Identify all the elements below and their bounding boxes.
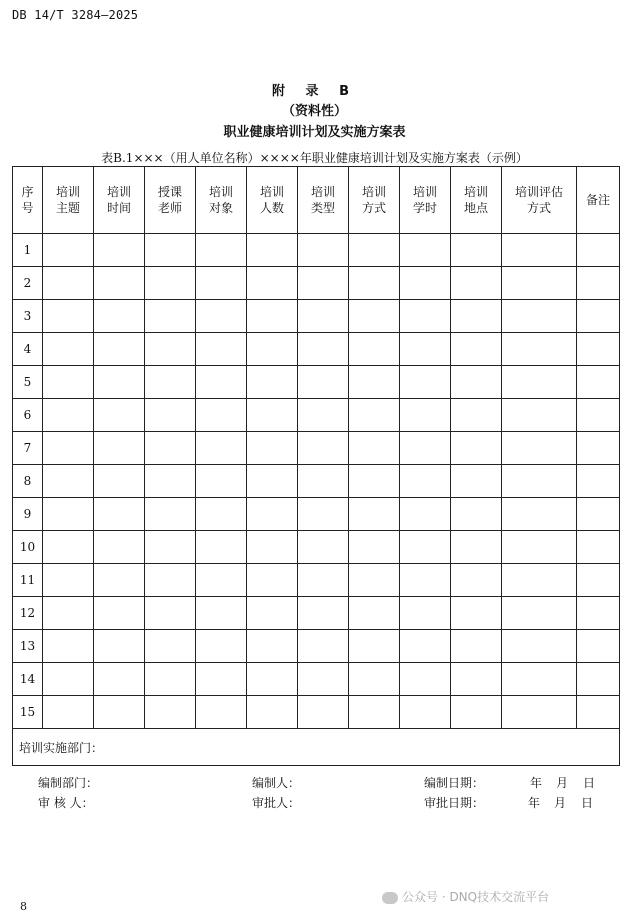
table-cell: [349, 465, 400, 498]
table-cell: [247, 498, 298, 531]
table-cell: [43, 234, 94, 267]
table-cell: [145, 663, 196, 696]
table-cell: [145, 234, 196, 267]
table-cell: [247, 432, 298, 465]
table-cell: [196, 267, 247, 300]
table-cell: [94, 696, 145, 729]
table-cell: [145, 399, 196, 432]
table-cell: [247, 564, 298, 597]
column-header: [145, 167, 196, 234]
table-cell: [502, 432, 577, 465]
table-cell: [196, 531, 247, 564]
table-cell: [247, 597, 298, 630]
table-cell: [577, 564, 620, 597]
column-header: [349, 167, 400, 234]
table-cell: [247, 333, 298, 366]
table-cell: [451, 597, 502, 630]
table-cell: [196, 498, 247, 531]
column-header: [43, 167, 94, 234]
table-cell: [145, 564, 196, 597]
table-cell: [298, 498, 349, 531]
table-cell: [94, 300, 145, 333]
table-row: [13, 432, 620, 465]
column-header-line: 类型: [310, 201, 335, 215]
table-cell: [94, 333, 145, 366]
column-header-line: 培训: [310, 185, 335, 199]
table-cell: [577, 465, 620, 498]
table-cell: [298, 531, 349, 564]
column-header-line: 培训: [463, 185, 488, 199]
table-cell: [145, 267, 196, 300]
table-row: [13, 465, 620, 498]
table-cell: [451, 333, 502, 366]
table-cell: [43, 465, 94, 498]
watermark-text: 公众号 · DNQ技术交流平台: [402, 890, 550, 904]
column-header: [298, 167, 349, 234]
table-cell: [196, 663, 247, 696]
row-number: 9: [13, 498, 43, 531]
table-cell: [145, 531, 196, 564]
table-cell: [94, 267, 145, 300]
training-dept-label: 培训实施部门：: [13, 729, 620, 766]
row-number: 7: [13, 432, 43, 465]
table-caption: 表B.1×××（用人单位名称）××××年职业健康培训计划及实施方案表（示例）: [101, 151, 528, 165]
table-cell: [451, 366, 502, 399]
table-cell: [145, 696, 196, 729]
table-cell: [145, 300, 196, 333]
column-header-line: 对象: [208, 201, 233, 215]
row-number: 1: [13, 234, 43, 267]
prepare-year: 年: [530, 776, 543, 790]
table-cell: [400, 267, 451, 300]
table-cell: [349, 399, 400, 432]
prepare-date-label: 编制日期：: [424, 776, 485, 790]
table-row: [13, 267, 620, 300]
column-header: [13, 167, 43, 234]
table-cell: [94, 234, 145, 267]
row-number: 11: [13, 564, 43, 597]
table-cell: [577, 630, 620, 663]
column-header-line: 培训: [361, 185, 386, 199]
row-number: 15: [13, 696, 43, 729]
table-cell: [43, 597, 94, 630]
table-cell: [247, 366, 298, 399]
row-number: 10: [13, 531, 43, 564]
table-cell: [502, 300, 577, 333]
table-cell: [502, 465, 577, 498]
table-header-row: [13, 167, 620, 234]
table-cell: [94, 366, 145, 399]
column-header: [400, 167, 451, 234]
table-cell: [502, 498, 577, 531]
table-cell: [298, 333, 349, 366]
column-header-line: 培训: [259, 185, 284, 199]
table-cell: [298, 564, 349, 597]
table-cell: [451, 663, 502, 696]
column-header-line: 培训评估: [514, 185, 563, 199]
table-cell: [43, 498, 94, 531]
training-plan-table: [12, 166, 620, 766]
table-cell: [94, 432, 145, 465]
table-cell: [349, 498, 400, 531]
table-cell: [400, 564, 451, 597]
table-cell: [196, 300, 247, 333]
table-row: [13, 300, 620, 333]
table-cell: [502, 564, 577, 597]
table-cell: [196, 366, 247, 399]
table-cell: [577, 300, 620, 333]
table-cell: [43, 531, 94, 564]
table-cell: [145, 465, 196, 498]
table-cell: [247, 267, 298, 300]
appendix-nature: （资料性）: [281, 104, 347, 119]
table-cell: [502, 630, 577, 663]
approve-year: 年: [528, 796, 541, 810]
table-row: [13, 498, 620, 531]
column-header-line: 备注: [585, 193, 610, 207]
watermark: [382, 888, 549, 905]
table-cell: [145, 366, 196, 399]
reviewer-label: 审 核 人：: [38, 796, 94, 810]
table-cell: [349, 300, 400, 333]
table-cell: [196, 399, 247, 432]
approve-month: 月: [554, 796, 567, 810]
prepare-dept-label: 编制部门：: [38, 776, 99, 790]
table-cell: [298, 663, 349, 696]
table-cell: [502, 366, 577, 399]
table-cell: [298, 465, 349, 498]
table-cell: [577, 531, 620, 564]
table-cell: [451, 531, 502, 564]
column-header-line: 授课: [157, 185, 182, 199]
table-cell: [400, 366, 451, 399]
row-number: 2: [13, 267, 43, 300]
table-cell: [349, 663, 400, 696]
column-header-line: 号: [21, 201, 34, 215]
column-header: [196, 167, 247, 234]
table-cell: [349, 267, 400, 300]
preparer-label: 编制人：: [252, 776, 301, 790]
table-cell: [298, 597, 349, 630]
table-cell: [400, 498, 451, 531]
table-cell: [502, 597, 577, 630]
table-cell: [400, 432, 451, 465]
table-cell: [43, 300, 94, 333]
table-cell: [145, 597, 196, 630]
prepare-month: 月: [556, 776, 569, 790]
table-cell: [298, 696, 349, 729]
table-cell: [400, 465, 451, 498]
table-cell: [43, 366, 94, 399]
table-cell: [196, 630, 247, 663]
table-cell: [247, 234, 298, 267]
table-cell: [145, 432, 196, 465]
table-row: [13, 531, 620, 564]
table-cell: [196, 597, 247, 630]
row-number: 8: [13, 465, 43, 498]
row-number: 4: [13, 333, 43, 366]
column-header: [94, 167, 145, 234]
column-header: [502, 167, 577, 234]
table-row: [13, 399, 620, 432]
table-cell: [298, 267, 349, 300]
column-header-line: 方式: [361, 201, 386, 215]
table-cell: [145, 333, 196, 366]
table-cell: [349, 366, 400, 399]
column-header-line: 培训: [208, 185, 233, 199]
table-cell: [502, 333, 577, 366]
table-cell: [451, 465, 502, 498]
table-cell: [349, 531, 400, 564]
table-cell: [298, 300, 349, 333]
table-cell: [43, 399, 94, 432]
table-row: [13, 234, 620, 267]
table-cell: [247, 300, 298, 333]
table-cell: [502, 399, 577, 432]
table-cell: [298, 399, 349, 432]
table-cell: [145, 498, 196, 531]
table-cell: [577, 234, 620, 267]
table-cell: [196, 465, 247, 498]
table-cell: [451, 300, 502, 333]
table-row: [13, 663, 620, 696]
table-cell: [451, 564, 502, 597]
table-cell: [502, 531, 577, 564]
table-cell: [94, 597, 145, 630]
table-cell: [247, 465, 298, 498]
table-cell: [43, 630, 94, 663]
table-cell: [94, 564, 145, 597]
approve-date-label: 审批日期：: [424, 796, 485, 810]
column-header: [451, 167, 502, 234]
table-cell: [43, 663, 94, 696]
approve-day: 日: [581, 796, 594, 810]
table-cell: [247, 531, 298, 564]
column-header-line: 时间: [106, 201, 131, 215]
column-header-line: 序: [21, 185, 34, 199]
document-code: DB 14/T 3284—2025: [12, 8, 139, 22]
table-cell: [502, 696, 577, 729]
table-row: [13, 630, 620, 663]
table-cell: [577, 399, 620, 432]
table-cell: [94, 663, 145, 696]
table-row: [13, 564, 620, 597]
table-cell: [451, 267, 502, 300]
table-cell: [451, 432, 502, 465]
column-header-line: 培训: [106, 185, 131, 199]
row-number: 13: [13, 630, 43, 663]
table-cell: [451, 498, 502, 531]
table-cell: [94, 531, 145, 564]
column-header-line: 培训: [412, 185, 437, 199]
table-cell: [43, 432, 94, 465]
table-cell: [349, 564, 400, 597]
table-cell: [577, 663, 620, 696]
approver-label: 审批人：: [252, 796, 301, 810]
table-cell: [577, 267, 620, 300]
table-cell: [349, 333, 400, 366]
table-cell: [196, 564, 247, 597]
table-cell: [94, 630, 145, 663]
column-header-line: 方式: [526, 201, 551, 215]
table-cell: [196, 696, 247, 729]
table-cell: [400, 399, 451, 432]
table-cell: [577, 696, 620, 729]
prepare-day: 日: [583, 776, 596, 790]
column-header-line: 人数: [259, 201, 284, 215]
table-cell: [577, 333, 620, 366]
table-row: [13, 366, 620, 399]
column-header: [577, 167, 620, 234]
table-cell: [400, 630, 451, 663]
table-cell: [400, 597, 451, 630]
table-cell: [400, 663, 451, 696]
table-cell: [400, 234, 451, 267]
table-cell: [400, 531, 451, 564]
table-cell: [577, 366, 620, 399]
page-number: 8: [20, 900, 27, 913]
table-cell: [451, 630, 502, 663]
wechat-icon: [382, 892, 398, 904]
row-number: 14: [13, 663, 43, 696]
table-cell: [247, 663, 298, 696]
table-row: [13, 333, 620, 366]
column-header-line: 地点: [463, 201, 488, 215]
table-cell: [349, 630, 400, 663]
appendix-label: 附 录 B: [272, 84, 357, 99]
table-cell: [451, 696, 502, 729]
table-cell: [196, 234, 247, 267]
appendix-title: 职业健康培训计划及实施方案表: [223, 125, 406, 140]
table-cell: [94, 399, 145, 432]
table-cell: [247, 696, 298, 729]
table-cell: [298, 234, 349, 267]
table-cell: [577, 498, 620, 531]
table-cell: [577, 432, 620, 465]
table-cell: [502, 663, 577, 696]
table-cell: [43, 564, 94, 597]
table-cell: [298, 630, 349, 663]
table-cell: [349, 432, 400, 465]
column-header-line: 学时: [412, 201, 437, 215]
row-number: 6: [13, 399, 43, 432]
table-footer-row: [13, 729, 620, 766]
table-cell: [43, 267, 94, 300]
table-cell: [349, 234, 400, 267]
table-cell: [196, 333, 247, 366]
table-cell: [502, 234, 577, 267]
row-number: 12: [13, 597, 43, 630]
table-cell: [43, 696, 94, 729]
table-cell: [247, 399, 298, 432]
column-header-line: 主题: [55, 201, 80, 215]
table-cell: [349, 696, 400, 729]
table-cell: [577, 597, 620, 630]
table-cell: [298, 432, 349, 465]
table-cell: [502, 267, 577, 300]
table-cell: [451, 234, 502, 267]
table-cell: [400, 333, 451, 366]
table-cell: [400, 300, 451, 333]
table-cell: [43, 333, 94, 366]
table-cell: [145, 630, 196, 663]
column-header-line: 培训: [55, 185, 80, 199]
table-cell: [196, 432, 247, 465]
table-cell: [298, 366, 349, 399]
table-cell: [94, 498, 145, 531]
table-row: [13, 696, 620, 729]
table-cell: [349, 597, 400, 630]
table-row: [13, 597, 620, 630]
table-cell: [247, 630, 298, 663]
column-header-line: 老师: [157, 201, 182, 215]
row-number: 5: [13, 366, 43, 399]
row-number: 3: [13, 300, 43, 333]
table-cell: [451, 399, 502, 432]
table-cell: [94, 465, 145, 498]
column-header: [247, 167, 298, 234]
table-cell: [400, 696, 451, 729]
